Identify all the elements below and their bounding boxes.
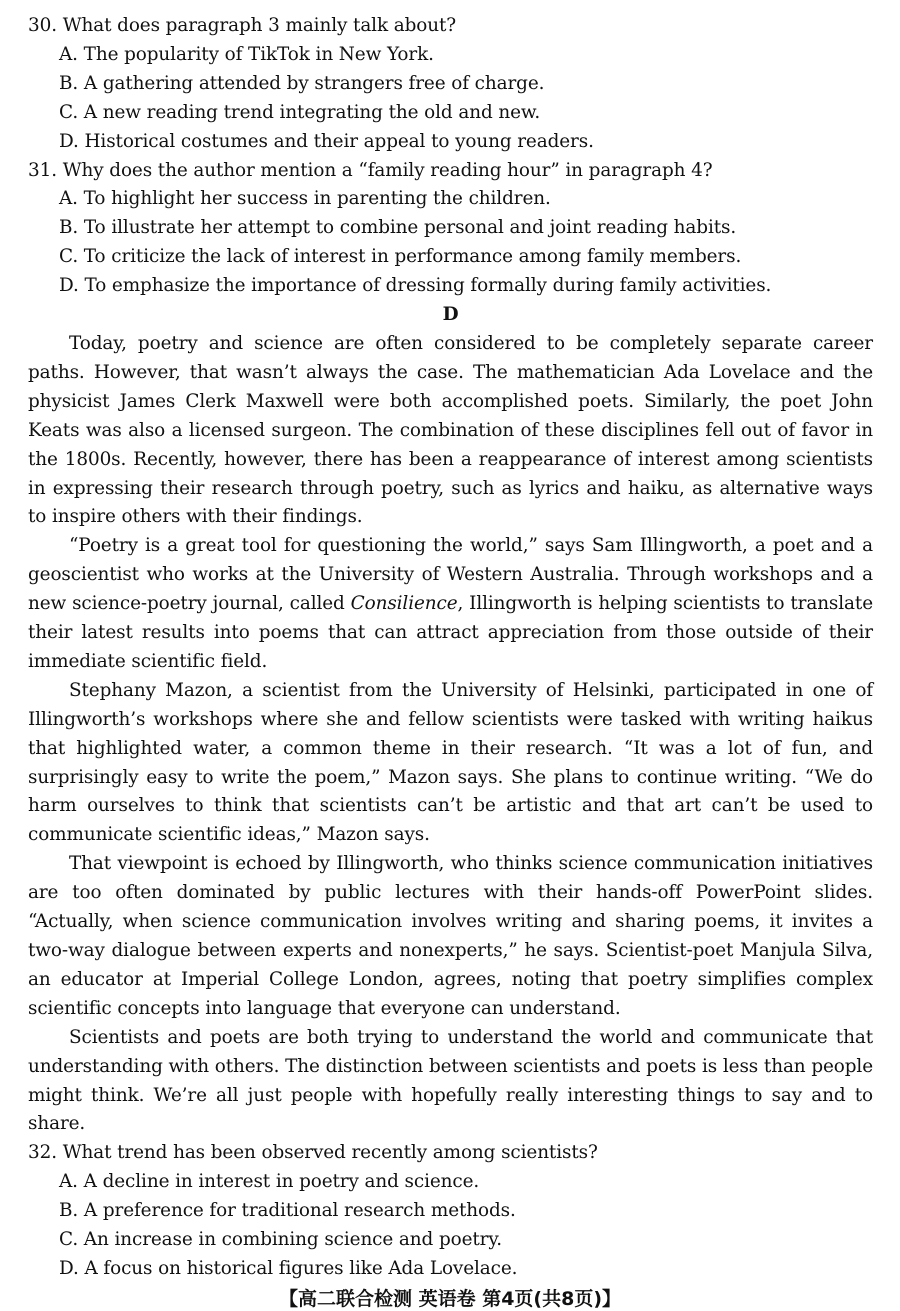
passage-paragraph-2	[28, 532, 873, 677]
section-title: D	[442, 304, 459, 326]
option-a: A. A decline in interest in poetry and science.	[59, 1171, 480, 1193]
page-footer: 【高二联合检测 英语卷 第4页(共8页)】	[278, 1288, 622, 1310]
question-30	[28, 12, 873, 157]
option-b: B. A preference for traditional research methods.	[59, 1200, 516, 1222]
option-c: C. To criticize the lack of interest in performance among family members.	[59, 246, 742, 268]
journal-name: Consilience	[350, 593, 458, 615]
paragraph-text: “Poetry is a great tool for questioning the world,” says Sam Illingworth, a poet and a geoscientist who works at the University of Western Australia. Through workshops and a new science-poetry journal, called	[28, 535, 873, 615]
passage-paragraph-1: Today, poetry and science are often considered to be completely separate career paths. However, that wasn’t always the case. The mathematician Ada Lovelace and the physicist James Clerk Maxwell were both accomplished poets. Similarly, the poet John Keats was also a licensed surgeon. The combination of these disciplines fell out of favor in the 1800s. Recently, however, there has been a reappearance of interest among scientists in expressing their research through poetry, such as lyrics and haiku, as alternative ways to inspire others with their findings.	[28, 332, 873, 528]
passage-paragraph-5: Scientists and poets are both trying to understand the world and communicate that understanding with others. The distinction between scientists and poets is less than people might think. We’re all just people with hopefully really interesting things to say and to share.	[28, 1026, 873, 1135]
option-a: A. The popularity of TikTok in New York.	[59, 43, 434, 65]
option-d: D. To emphasize the importance of dressing formally during family activities.	[59, 275, 772, 297]
passage	[28, 330, 873, 1139]
exam-page	[28, 12, 873, 1284]
passage-paragraph-4: That viewpoint is echoed by Illingworth, who thinks science communication initiatives are too often dominated by public lectures with their hands-off PowerPoint slides. “Actually, when science communication involves writing and sharing poems, it invites a two-way dialogue between experts and nonexperts,” he says. Scientist-poet Manjula Silva, an educator at Imperial College London, agrees, noting that poetry simplifies complex scientific concepts into language that everyone can understand.	[28, 853, 873, 1019]
paragraph-text: , Illingworth is helping scientists to translate their latest results into poems that can attract appreciation from those outside of their immediate scientific field.	[28, 593, 873, 672]
question-32	[28, 1139, 873, 1284]
option-a: A. To highlight her success in parenting the children.	[59, 188, 551, 210]
question-stem: 30. What does paragraph 3 mainly talk about?	[28, 15, 457, 36]
option-b: B. To illustrate her attempt to combine personal and joint reading habits.	[59, 217, 737, 239]
passage-paragraph-3: Stephany Mazon, a scientist from the University of Helsinki, participated in one of Illingworth’s workshops where she and fellow scientists were tasked with writing haikus that highlighted water, a common theme in their research. “It was a lot of fun, and surprisingly easy to write the poem,” Mazon says. She plans to continue writing. “We do harm ourselves to think that scientists can’t be artistic and that art can’t be used to communicate scientific ideas,” Mazon says.	[28, 679, 873, 846]
question-stem: 32. What trend has been observed recently among scientists?	[28, 1142, 598, 1164]
question-stem: 31. Why does the author mention a “family reading hour” in paragraph 4?	[28, 159, 713, 181]
option-c: C. An increase in combining science and poetry.	[59, 1229, 502, 1251]
option-d: D. A focus on historical figures like Ada Lovelace.	[59, 1257, 518, 1279]
option-b: B. A gathering attended by strangers free of charge.	[59, 72, 545, 94]
question-31	[28, 157, 873, 302]
option-c: C. A new reading trend integrating the old and new.	[59, 101, 541, 123]
option-d: D. Historical costumes and their appeal to young readers.	[59, 130, 594, 152]
